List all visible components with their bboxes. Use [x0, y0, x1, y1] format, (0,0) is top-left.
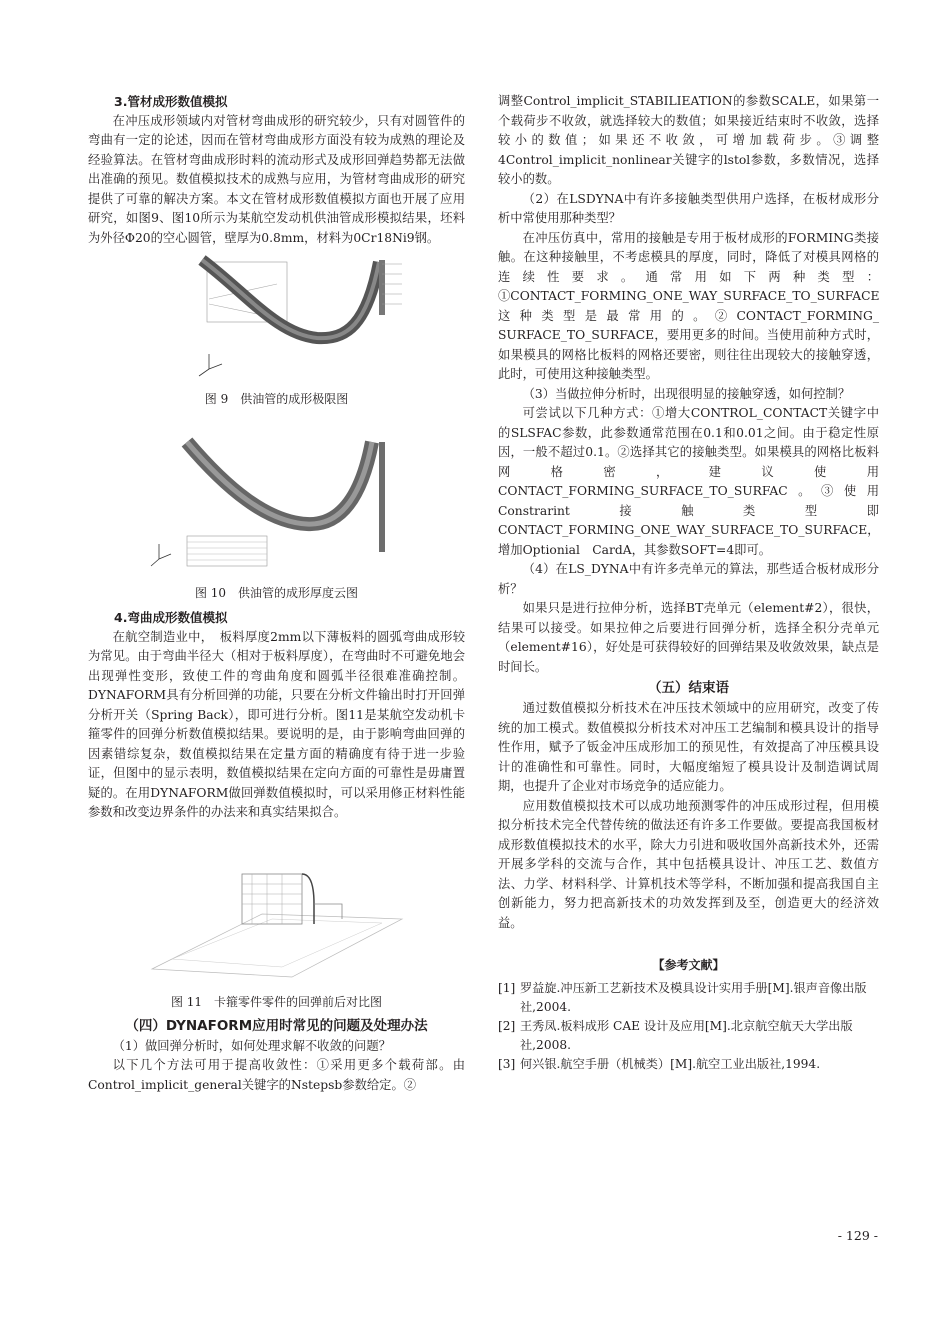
right-column	[498, 92, 879, 1074]
reference-item	[498, 979, 879, 1017]
question-3: （3）当做拉伸分析时，出现很明显的接触穿透，如何控制？	[522, 386, 851, 401]
section-4-paragraph: 在航空制造业中， 板料厚度2mm以下薄板料的圆弧弯曲成形较为常见。由于弯曲半径大（相对于板料厚度），在弯曲时不可避免地会出现弹性变形，致使工件的弯曲角度和圆弧半径很难准确控制。DYNAFORM具有分析回弹的功能，只要在分析文件输出时打开回弹分析开关（Spring Back），即可进行分析。图11是某航空发动机卡箍零件的回弹分析数值模拟结果。要说明的是，由于影响弯曲回弹的因素错综复杂，数值模拟结果在定量方面的精确度有待于进一步验证，但图中的显示表明，数值模拟结果在定向方面的可靠性是毋庸置疑的。在用DYNAFORM做回弹数值模拟时，可以采用修正材料性能参数和改变边界条件的办法来和真实结果拟合。	[88, 629, 465, 819]
figure-10-caption: 图 10 供油管的成形厚度云图	[194, 586, 359, 600]
conclusion-paragraph-2: 应用数值模拟技术可以成功地预测零件的冲压成形过程，但用模拟分析技术完全代替传统的做法还有许多工作要做。要提高我国板材成形数值模拟技术的水平，除大力引进和吸收国外高新技术外，还需开展多学科的交流与合作，其中包括模具设计、冲压工艺、数值方法、力学、材料科学、计算机技术等学科，不断加强和提高我国自主创新能力，努力把高新技术的功效发挥到及至，创造更大的经济效益。	[498, 798, 879, 930]
continued-paragraph: 调整Control_implicit_STABILIEATION的参数SCALE，如果第一个载荷步不收敛，就选择较大的数值；如果接近结束时不收敛，选择较小的数值；如果还不收敛，可增加载荷步。③调整4Control_implicit_nonlinear关键字的lstol参数，多数情况，选择较小的数。	[498, 94, 879, 186]
references-list	[498, 979, 879, 1074]
section-four-title: （四）DYNAFORM应用时常见的问题及处理办法	[125, 1017, 428, 1034]
section-3-title: 3.管材成形数值模拟	[114, 94, 228, 109]
question-1: （1）做回弹分析时，如何处理求解不收敛的问题？	[112, 1038, 391, 1053]
section-five-title: （五）结束语	[648, 680, 729, 696]
reference-item	[498, 1055, 879, 1074]
figure-10-image	[147, 434, 407, 574]
figure-9-image	[147, 254, 407, 386]
figure-9-caption: 图 9 供油管的成形极限图	[204, 392, 349, 406]
figure-11-caption: 图 11 卡箍零件零件的回弹前后对比图	[170, 994, 383, 1009]
question-4: （4）在LS_DYNA中有许多壳单元的算法，那些适合板材成形分析？	[498, 562, 879, 596]
question-4-answer: 如果只是进行拉伸分析，选择BT壳单元（element#2），很快，结果可以接受。如果拉伸之后要进行回弹分析，选择全积分壳单元（element#16），好处是可获得较好的回弹结果及收敛效果，缺点是时间长。	[498, 601, 879, 674]
reference-number: [2]	[498, 1019, 516, 1033]
question-2-answer: 在冲压仿真中，常用的接触是专用于板材成形的FORMING类接触。在这种接触里，不考虑模具的厚度，同时，降低了对模具网格的连续性要求。通常用如下两种类型：①CONTACT_FORMING_ONE_WAY_SURFACE_TO_SURFACE这种类型是最常用的。②CONTACT_FORMING_ SURFACE_TO_SURFACE，要用更多的时间。当使用前种方式时，如果模具的网格比板料的网格还要密，则往往出现较大的接触穿透，此时，可使用这种接触类型。	[498, 230, 880, 381]
reference-text: 王秀凤.板料成形 CAE 设计及应用[M].北京航空航天大学出版社,2008.	[520, 1019, 853, 1052]
reference-number: [3]	[498, 1057, 516, 1071]
reference-text: 罗益旋.冲压新工艺新技术及模具设计实用手册[M].银声音像出版社,2004.	[520, 981, 867, 1014]
reference-text: 何兴银.航空手册（机械类）[M].航空工业出版社,1994.	[520, 1057, 821, 1071]
left-column	[88, 92, 465, 1095]
reference-number: [1]	[498, 981, 516, 995]
reference-item	[498, 1017, 879, 1055]
question-1-answer: 以下几个方法可用于提高收敛性：①采用更多个载荷部。由Control_implicit_general关键字的Nstepsb参数给定。②	[88, 1058, 465, 1092]
question-2: （2）在LSDYNA中有许多接触类型供用户选择，在板材成形分析中常使用那种类型？	[498, 191, 879, 225]
section-4-title: 4.弯曲成形数值模拟	[114, 610, 228, 625]
figure-11-image	[142, 859, 412, 989]
section-3-paragraph: 在冲压成形领域内对管材弯曲成形的研究较少，只有对圆管件的弯曲有一定的论述，因而在管材弯曲成形方面没有较为成熟的理论及经验算法。在管材弯曲成形时料的流动形式及成形回弹趋势都无法做出准确的预见。数值模拟技术的成熟与应用，为管材弯曲成形的研究提供了可靠的解决方案。本文在管材成形数值模拟方面也开展了应用研究，如图9、图10所示为某航空发动机供油管成形模拟结果，坯料为外径Φ20的空心圆管，壁厚为0.8mm，材料为0Cr18Ni9钢。	[88, 113, 465, 245]
references-title: 【参考文献】	[652, 958, 725, 972]
figure-11	[142, 859, 412, 989]
conclusion-paragraph-1: 通过数值模拟分析技术在冲压技术领域中的应用研究，改变了传统的加工模式。数值模拟分析技术对冲压工艺编制和模具设计的指导性作用，赋予了钣金冲压成形加工的预见性，有效提高了冲压模具设计的准确性和可靠性。同时，大幅度缩短了模具设计及制造调试周期，也提升了企业对市场竞争的适应能力。	[498, 701, 879, 793]
figure-10	[147, 434, 407, 574]
figure-9	[147, 254, 407, 386]
page-number: - 129 -	[837, 1228, 878, 1243]
question-3-answer: 可尝试以下几种方式：①增大CONTROL_CONTACT关键字中的SLSFAC参数，此参数通常范围在0.1和0.01之间。由于稳定性原因，一般不超过0.1。②选择其它的接触类型。如果模具的网格比板料网格密，建议使用CONTACT_FORMING_SURFACE_TO_SURFAC。③使用Constrarint接触类型即CONTACT_FORMING_ONE_WAY_SURFACE_TO_SURFACE，增加Optionial CardA，其参数SOFT=4即可。	[498, 406, 880, 557]
